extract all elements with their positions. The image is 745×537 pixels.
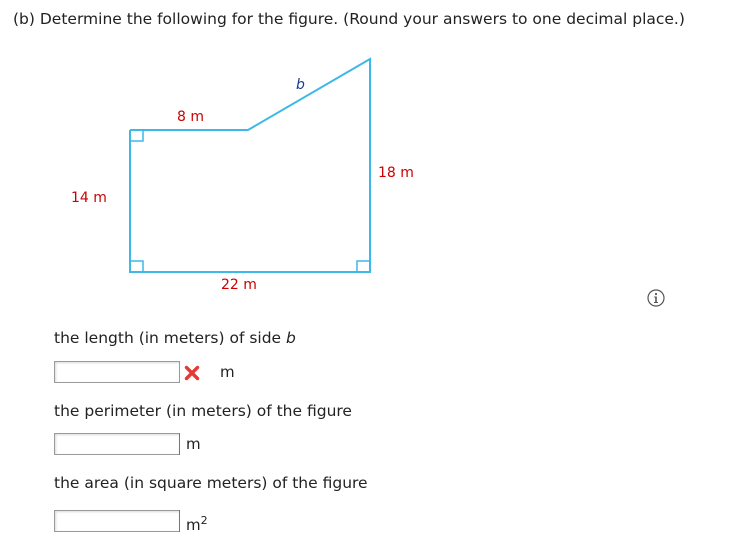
area-unit-text: m — [186, 516, 201, 534]
side-b-unit — [214, 361, 235, 383]
right-angle-marker-bottom-right — [357, 261, 370, 272]
label-left-side: 14 m — [71, 190, 107, 206]
perimeter-answer-input[interactable] — [54, 433, 180, 455]
label-top-left-side: 8 m — [177, 109, 204, 125]
question-area-text: the area (in square meters) of the figure — [54, 474, 368, 492]
label-right-side: 18 m — [378, 165, 414, 181]
right-angle-marker-bottom-left — [130, 261, 143, 272]
question-perimeter-text: the perimeter (in meters) of the figure — [54, 402, 352, 420]
right-angle-marker-top-left — [130, 130, 143, 141]
label-bottom-side: 22 m — [221, 277, 257, 293]
question-perimeter-prompt — [54, 402, 352, 420]
area-unit — [179, 510, 208, 532]
problem-heading: (b) Determine the following for the figure. (Round your answers to one decimal place.) — [13, 10, 685, 28]
perimeter-unit-text: m — [186, 435, 201, 453]
figure-outline — [130, 59, 370, 272]
label-slanted-side: b — [296, 77, 305, 93]
question-side-b-variable: b — [286, 329, 296, 347]
perimeter-unit — [179, 433, 201, 455]
question-side-b-prompt — [54, 329, 296, 347]
question-side-b-text: the length (in meters) of side — [54, 329, 287, 347]
question-area-prompt — [54, 474, 368, 492]
side-b-unit-text: m — [220, 363, 235, 381]
info-icon[interactable] — [647, 289, 665, 307]
incorrect-x-icon — [184, 365, 200, 381]
area-unit-exponent: 2 — [200, 514, 208, 527]
side-b-answer-input[interactable] — [54, 361, 180, 383]
area-answer-input[interactable] — [54, 510, 180, 532]
